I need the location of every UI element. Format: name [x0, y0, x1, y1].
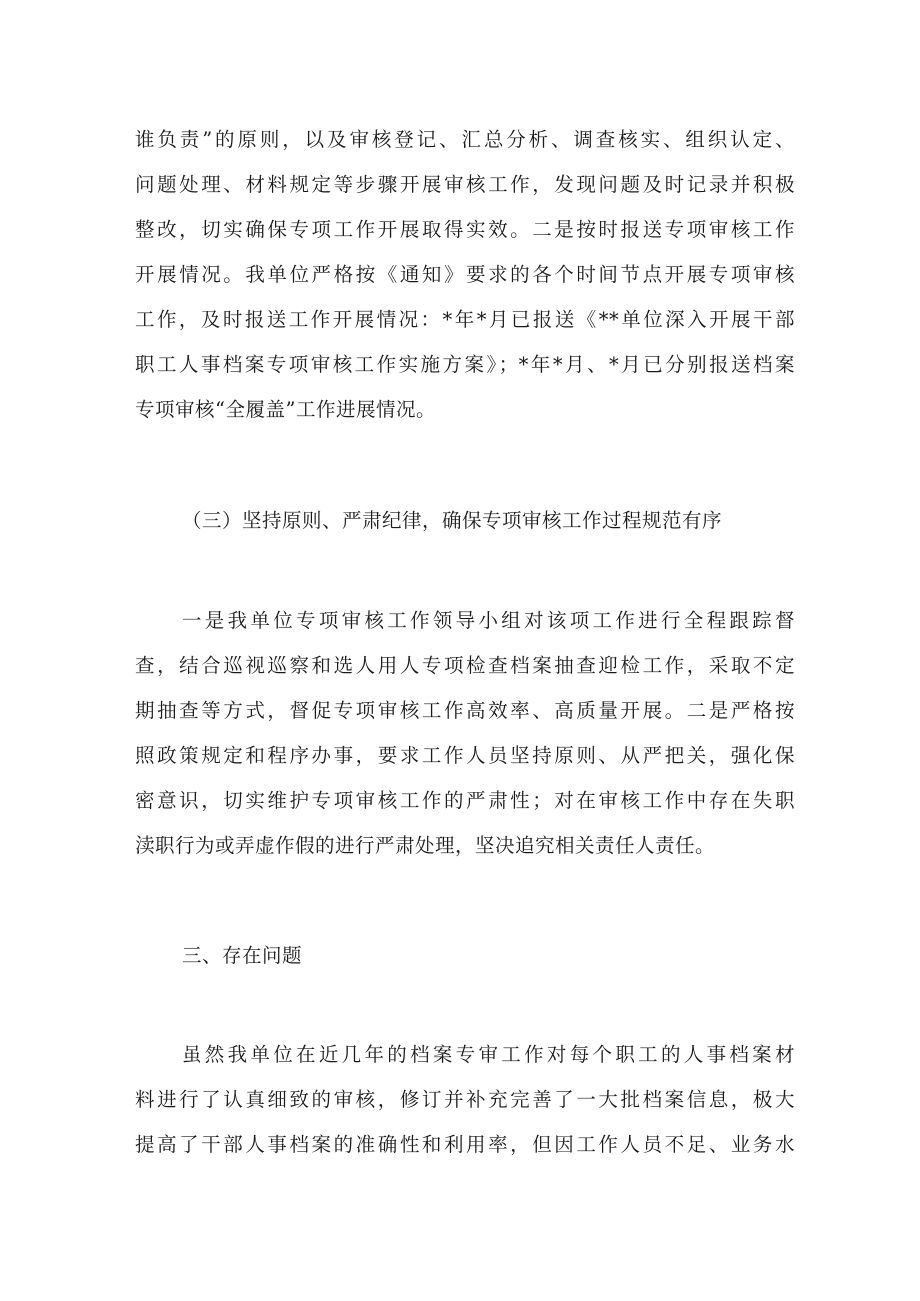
- paragraph-line: 提高了干部人事档案的准确性和利用率，但因工作人员不足、业务水: [135, 1133, 795, 1156]
- paragraph-line: 照政策规定和程序办事，要求工作人员坚持原则、从严把关，强化保: [135, 744, 795, 767]
- paragraph-line: 一是我单位专项审核工作领导小组对该项工作进行全程跟踪督: [182, 609, 795, 632]
- paragraph-line: 虽然我单位在近几年的档案专审工作对每个职工的人事档案材: [182, 1043, 795, 1066]
- paragraph-line: 问题处理、材料规定等步骤开展审核工作，发现问题及时记录并积极: [135, 173, 795, 196]
- paragraph-line: 开展情况。我单位严格按《通知》要求的各个时间节点开展专项审核: [135, 263, 795, 286]
- paragraph-line: 工作，及时报送工作开展情况：*年*月已报送《**单位深入开展干部: [135, 308, 795, 331]
- paragraph-line: 渎职行为或弄虚作假的进行严肃处理，坚决追究相关责任人责任。: [135, 834, 716, 857]
- paragraph-line: 查，结合巡视巡察和选人用人专项检查档案抽查迎检工作，采取不定: [135, 654, 795, 677]
- part-heading: 三、存在问题: [182, 944, 303, 967]
- section-heading: （三）坚持原则、严肃纪律，确保专项审核工作过程规范有序: [182, 509, 723, 532]
- paragraph-line: 期抽查等方式，督促专项审核工作高效率、高质量开展。二是严格按: [135, 699, 795, 722]
- paragraph-line: 职工人事档案专项审核工作实施方案》；*年*月、*月已分别报送档案: [135, 353, 795, 376]
- paragraph-line: 专项审核“全履盖”工作进展情况。: [135, 398, 436, 421]
- paragraph-line: 密意识，切实维护专项审核工作的严肃性；对在审核工作中存在失职: [135, 789, 795, 812]
- paragraph-line: 整改，切实确保专项工作开展取得实效。二是按时报送专项审核工作: [135, 218, 795, 241]
- paragraph-line: 料进行了认真细致的审核，修订并补充完善了一大批档案信息，极大: [135, 1088, 795, 1111]
- paragraph-line: 谁负责”的原则，以及审核登记、汇总分析、调查核实、组织认定、: [135, 128, 795, 151]
